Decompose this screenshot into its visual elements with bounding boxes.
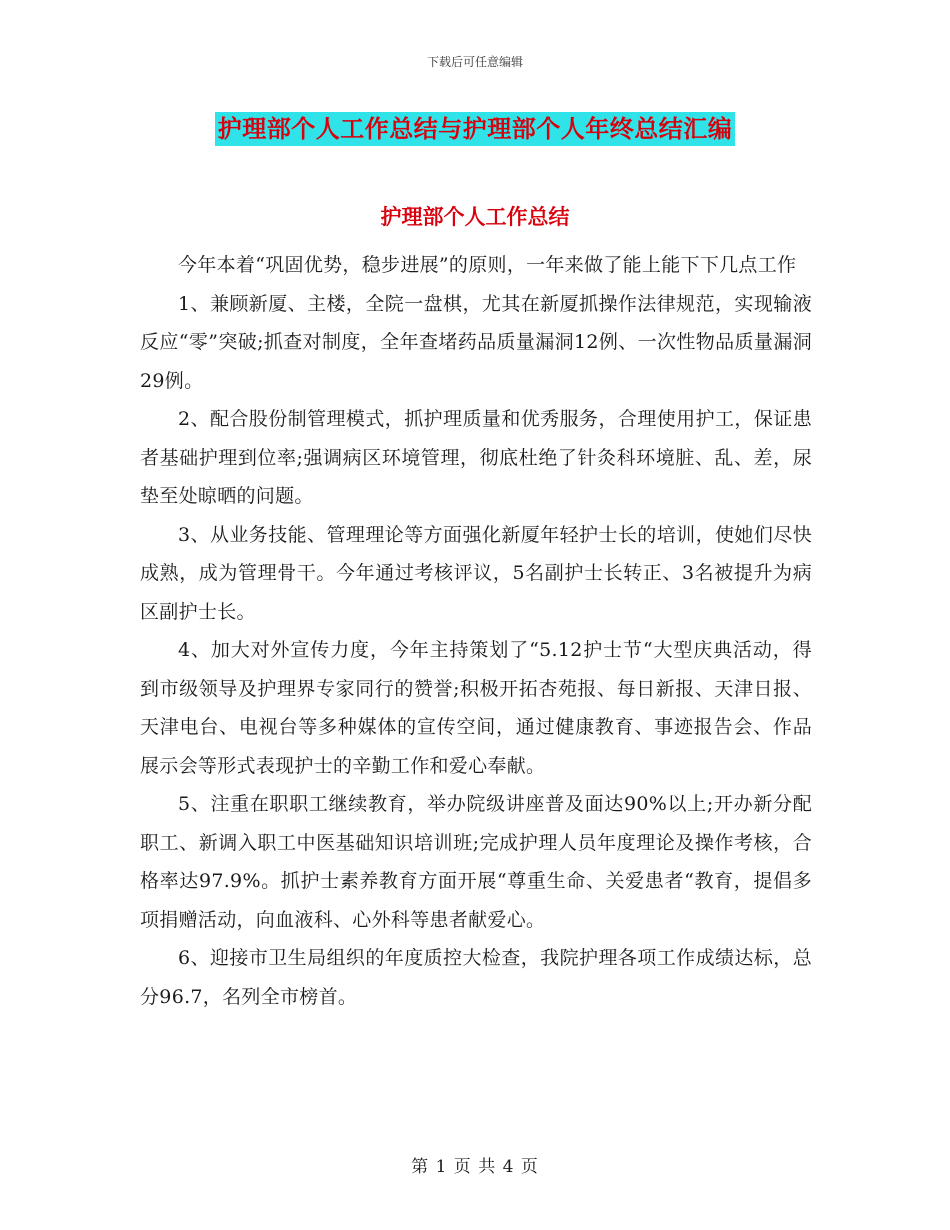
page-header-note: 下载后可任意编辑 (426, 55, 523, 69)
paragraph-item-4: 4、加大对外宣传力度，今年主持策划了“5.12护士节“大型庆典活动，得到市级领导及护理界专家同行的赞誉;积极开拓杏苑报、每日新报、天津日报、天津电台、电视台等多种媒体的宣传空间，通过健康教育、事迹报告会、作品展示会等形式表现护士的辛勤工作和爱心奉献。 (140, 639, 812, 777)
paragraph-item-5: 5、注重在职职工继续教育，举办院级讲座普及面达90%以上;开办新分配职工、新调入职工中医基础知识培训班;完成护理人员年度理论及操作考核，合格率达97.9%。抓护士素养教育方面开展“尊重生命、关爱患者“教育，提倡多项捐赠活动，向血液科、心外科等患者献爱心。 (140, 793, 812, 931)
paragraph-intro: 今年本着“巩固优势，稳步进展”的原则，一年来做了能上能下下几点工作 (178, 254, 797, 276)
main-title: 护理部个人工作总结与护理部个人年终总结汇编 (215, 112, 736, 146)
paragraph-item-3: 3、从业务技能、管理理论等方面强化新厦年轻护士长的培训，使她们尽快成熟，成为管理骨干。今年通过考核评议，5名副护士长转正、3名被提升为病区副护士长。 (140, 523, 812, 623)
paragraph-item-2: 2、配合股份制管理模式，抓护理质量和优秀服务，合理使用护工，保证患者基础护理到位率;强调病区环境管理，彻底杜绝了针灸科环境脏、乱、差，尿垫至处晾晒的问题。 (140, 408, 812, 507)
paragraph-item-1: 1、兼顾新厦、主楼，全院一盘棋，尤其在新厦抓操作法律规范，实现输液反应“零”突破;抓查对制度，全年查堵药品质量漏洞12例、一次性物品质量漏洞29例。 (140, 292, 812, 392)
document-body (140, 246, 812, 1016)
main-title-container (0, 112, 950, 146)
paragraph-item-6: 6、迎接市卫生局组织的年度质控大检查，我院护理各项工作成绩达标，总分96.7，名列全市榜首。 (140, 947, 812, 1008)
page-number-footer: 第 1 页 共 4 页 (411, 1157, 539, 1177)
section-title: 护理部个人工作总结 (380, 204, 570, 229)
